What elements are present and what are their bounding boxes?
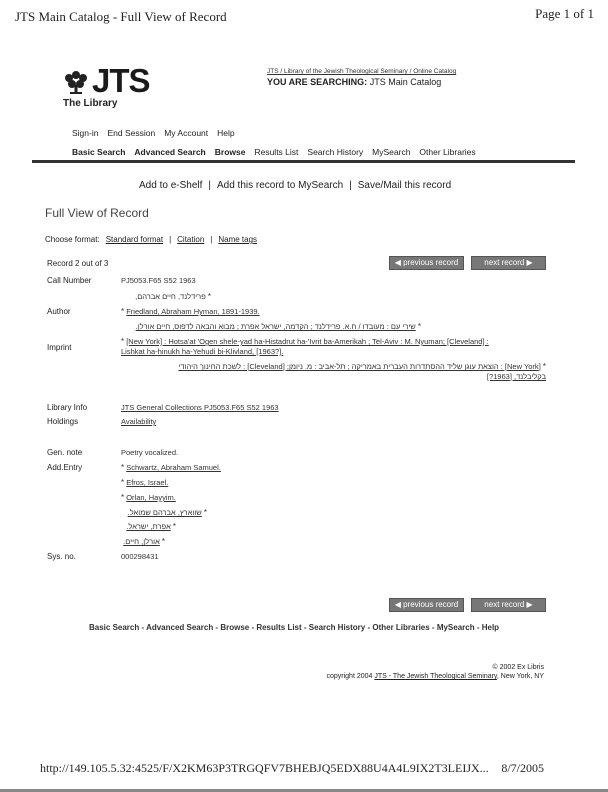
- nav-basic-search[interactable]: Basic Search: [72, 147, 126, 157]
- imprint-line2[interactable]: Lishkat ha-hinukh ha-Yehudi bi-Klivland, [1963?].: [121, 347, 284, 356]
- add-entry-item: [121, 493, 176, 502]
- hebrew-name-text: פרידלנד, חיים אברהם,: [135, 292, 206, 301]
- nav-mysearch[interactable]: MySearch: [372, 147, 411, 157]
- nav-search-history[interactable]: Search History: [307, 147, 364, 157]
- add-entry-link[interactable]: אורלן, חיים.: [123, 537, 160, 546]
- add-entry-link[interactable]: Efros, Israel.: [126, 478, 169, 487]
- copyright-prefix: copyright 2004: [326, 673, 373, 680]
- add-entry-item: [121, 508, 207, 517]
- sys-no-value: 000298431: [121, 552, 159, 561]
- print-header-page: Page 1 of 1: [535, 6, 594, 21]
- record-count: Record 2 out of 3: [47, 259, 109, 268]
- star-icon: *: [542, 362, 546, 371]
- print-footer-date: 8/7/2005: [501, 761, 544, 775]
- add-to-eshelf-link[interactable]: Add to e-Shelf: [139, 180, 203, 191]
- holdings-label: Holdings: [47, 417, 79, 426]
- print-header-title: JTS Main Catalog - Full View of Record: [15, 9, 227, 24]
- format-name-tags-link[interactable]: Name tags: [218, 235, 258, 244]
- imprint-label: Imprint: [47, 343, 72, 352]
- availability-link[interactable]: Availability: [121, 417, 157, 426]
- call-number-label: Call Number: [47, 276, 92, 285]
- hebrew-name-value: [121, 292, 211, 301]
- star-icon: *: [121, 463, 125, 472]
- action-separator: |: [208, 180, 211, 191]
- nav-advanced-search[interactable]: Advanced Search: [134, 147, 206, 157]
- format-chooser: [45, 235, 257, 244]
- action-separator: |: [349, 180, 352, 191]
- account-links: [72, 128, 235, 138]
- imprint-hebrew-line2[interactable]: בקליבלנד, [1963?]: [486, 372, 546, 381]
- jts-copyright: [326, 673, 544, 680]
- format-separator: |: [210, 235, 213, 244]
- searching-value: JTS Main Catalog: [369, 77, 442, 87]
- sign-in-link[interactable]: Sign-in: [72, 128, 99, 138]
- author-hebrew-link[interactable]: שירי עם : מעובדו / ח.א. פרידלנד ; הקדמה, ישראל אפרת ; מבוא והבאה לדפוס, חיים אורלן.: [135, 322, 416, 331]
- library-info-label: Library Info: [47, 403, 88, 412]
- add-entry-item: [121, 522, 176, 531]
- end-session-link[interactable]: End Session: [107, 128, 156, 138]
- format-separator: |: [169, 235, 172, 244]
- library-info-link[interactable]: JTS General Collections PJ5053.F65 S52 1963: [121, 403, 279, 412]
- gen-note-label: Gen. note: [47, 448, 83, 457]
- add-entry-item: [121, 537, 165, 546]
- add-entry-link[interactable]: Orlan, Hayyim.: [126, 493, 176, 502]
- page-title: Full View of Record: [45, 206, 149, 220]
- jts-home-link[interactable]: JTS - The Jewish Theological Seminary: [374, 673, 497, 680]
- format-standard-link[interactable]: Standard format: [105, 235, 164, 244]
- add-entry-link[interactable]: אפרת, ישראל.: [126, 522, 171, 531]
- format-label: Choose format:: [45, 235, 100, 244]
- nav-results-list[interactable]: Results List: [254, 147, 299, 157]
- main-nav: [72, 147, 476, 157]
- star-icon: *: [121, 478, 125, 487]
- imprint-value: [121, 337, 561, 357]
- author-label: Author: [47, 307, 71, 316]
- bottom-nav[interactable]: Basic Search - Advanced Search - Browse - Results List - Search History - Other Libraries - MySearch - Help: [89, 623, 500, 632]
- my-account-link[interactable]: My Account: [164, 128, 209, 138]
- star-icon: *: [203, 508, 207, 517]
- star-icon: *: [161, 537, 165, 546]
- format-citation-link[interactable]: Citation: [177, 235, 205, 244]
- searching-indicator: [267, 77, 441, 87]
- star-icon: *: [207, 292, 211, 301]
- author-link[interactable]: Friedland, Abraham Hyman, 1891-1939.: [126, 307, 260, 316]
- previous-record-button[interactable]: ◀ previous record: [389, 598, 464, 612]
- logo-text: JTS: [92, 62, 150, 99]
- author-hebrew-value: [121, 322, 421, 331]
- jts-logo[interactable]: [62, 62, 150, 109]
- add-entry-link[interactable]: Schwartz, Abraham Samuel.: [126, 463, 221, 472]
- nav-browse[interactable]: Browse: [214, 147, 246, 157]
- star-icon: *: [121, 493, 125, 502]
- nav-other-libraries[interactable]: Other Libraries: [419, 147, 476, 157]
- header-divider: [32, 160, 575, 163]
- author-value: [121, 307, 260, 316]
- sys-no-label: Sys. no.: [47, 552, 76, 561]
- add-entry-item: [121, 478, 168, 487]
- help-link[interactable]: Help: [217, 128, 235, 138]
- add-entry-item: [121, 463, 221, 472]
- searching-label: YOU ARE SEARCHING:: [267, 77, 368, 87]
- add-to-mysearch-link[interactable]: Add this record to MySearch: [216, 180, 344, 191]
- imprint-hebrew-value: [121, 362, 546, 382]
- gen-note-value: Poetry vocalized.: [121, 448, 179, 457]
- record-actions: [139, 180, 451, 191]
- ex-libris-copyright: © 2002 Ex Libris: [492, 664, 544, 671]
- star-icon: *: [121, 307, 125, 316]
- menorah-logo-icon: [62, 67, 90, 95]
- star-icon: *: [121, 337, 125, 346]
- next-record-button[interactable]: next record ▶: [471, 256, 546, 270]
- star-icon: *: [172, 522, 176, 531]
- add-entry-label: Add.Entry: [47, 463, 83, 472]
- previous-record-button[interactable]: ◀ previous record: [389, 256, 464, 270]
- breadcrumb[interactable]: JTS / Library of the Jewish Theological Seminary / Online Catalog: [267, 68, 457, 75]
- logo-subtitle: The Library: [63, 98, 118, 109]
- print-footer-url: http://149.105.5.32:4525/F/X2KM63P3TRGQFV7BHEBJQ5EDX88U4A4L9IX2T3LEIJX...: [40, 761, 489, 775]
- imprint-hebrew-line1[interactable]: [New York] : הוצאת עוגן שליד ההסתדרות העברית באמריקה ; תל-אביב : מ. ניומן; [Cleveland] : לשכת החינוך היהודי: [178, 362, 541, 371]
- next-record-button[interactable]: next record ▶: [471, 598, 546, 612]
- add-entry-link[interactable]: שווארץ, אברהם שמואל.: [127, 508, 202, 517]
- imprint-line1[interactable]: [New York] : Hotsa'at 'Ogen shele-yad ha-Histadrut ha-'Ivrit ba-Amerikah ; Tel-Aviv : M. Nyuman; [Cleveland] :: [126, 337, 489, 346]
- star-icon: *: [417, 322, 421, 331]
- call-number-value: PJ5053.F65 S52 1963: [121, 276, 196, 285]
- save-mail-link[interactable]: Save/Mail this record: [357, 180, 452, 191]
- copyright-suffix: , New York, NY: [496, 673, 544, 680]
